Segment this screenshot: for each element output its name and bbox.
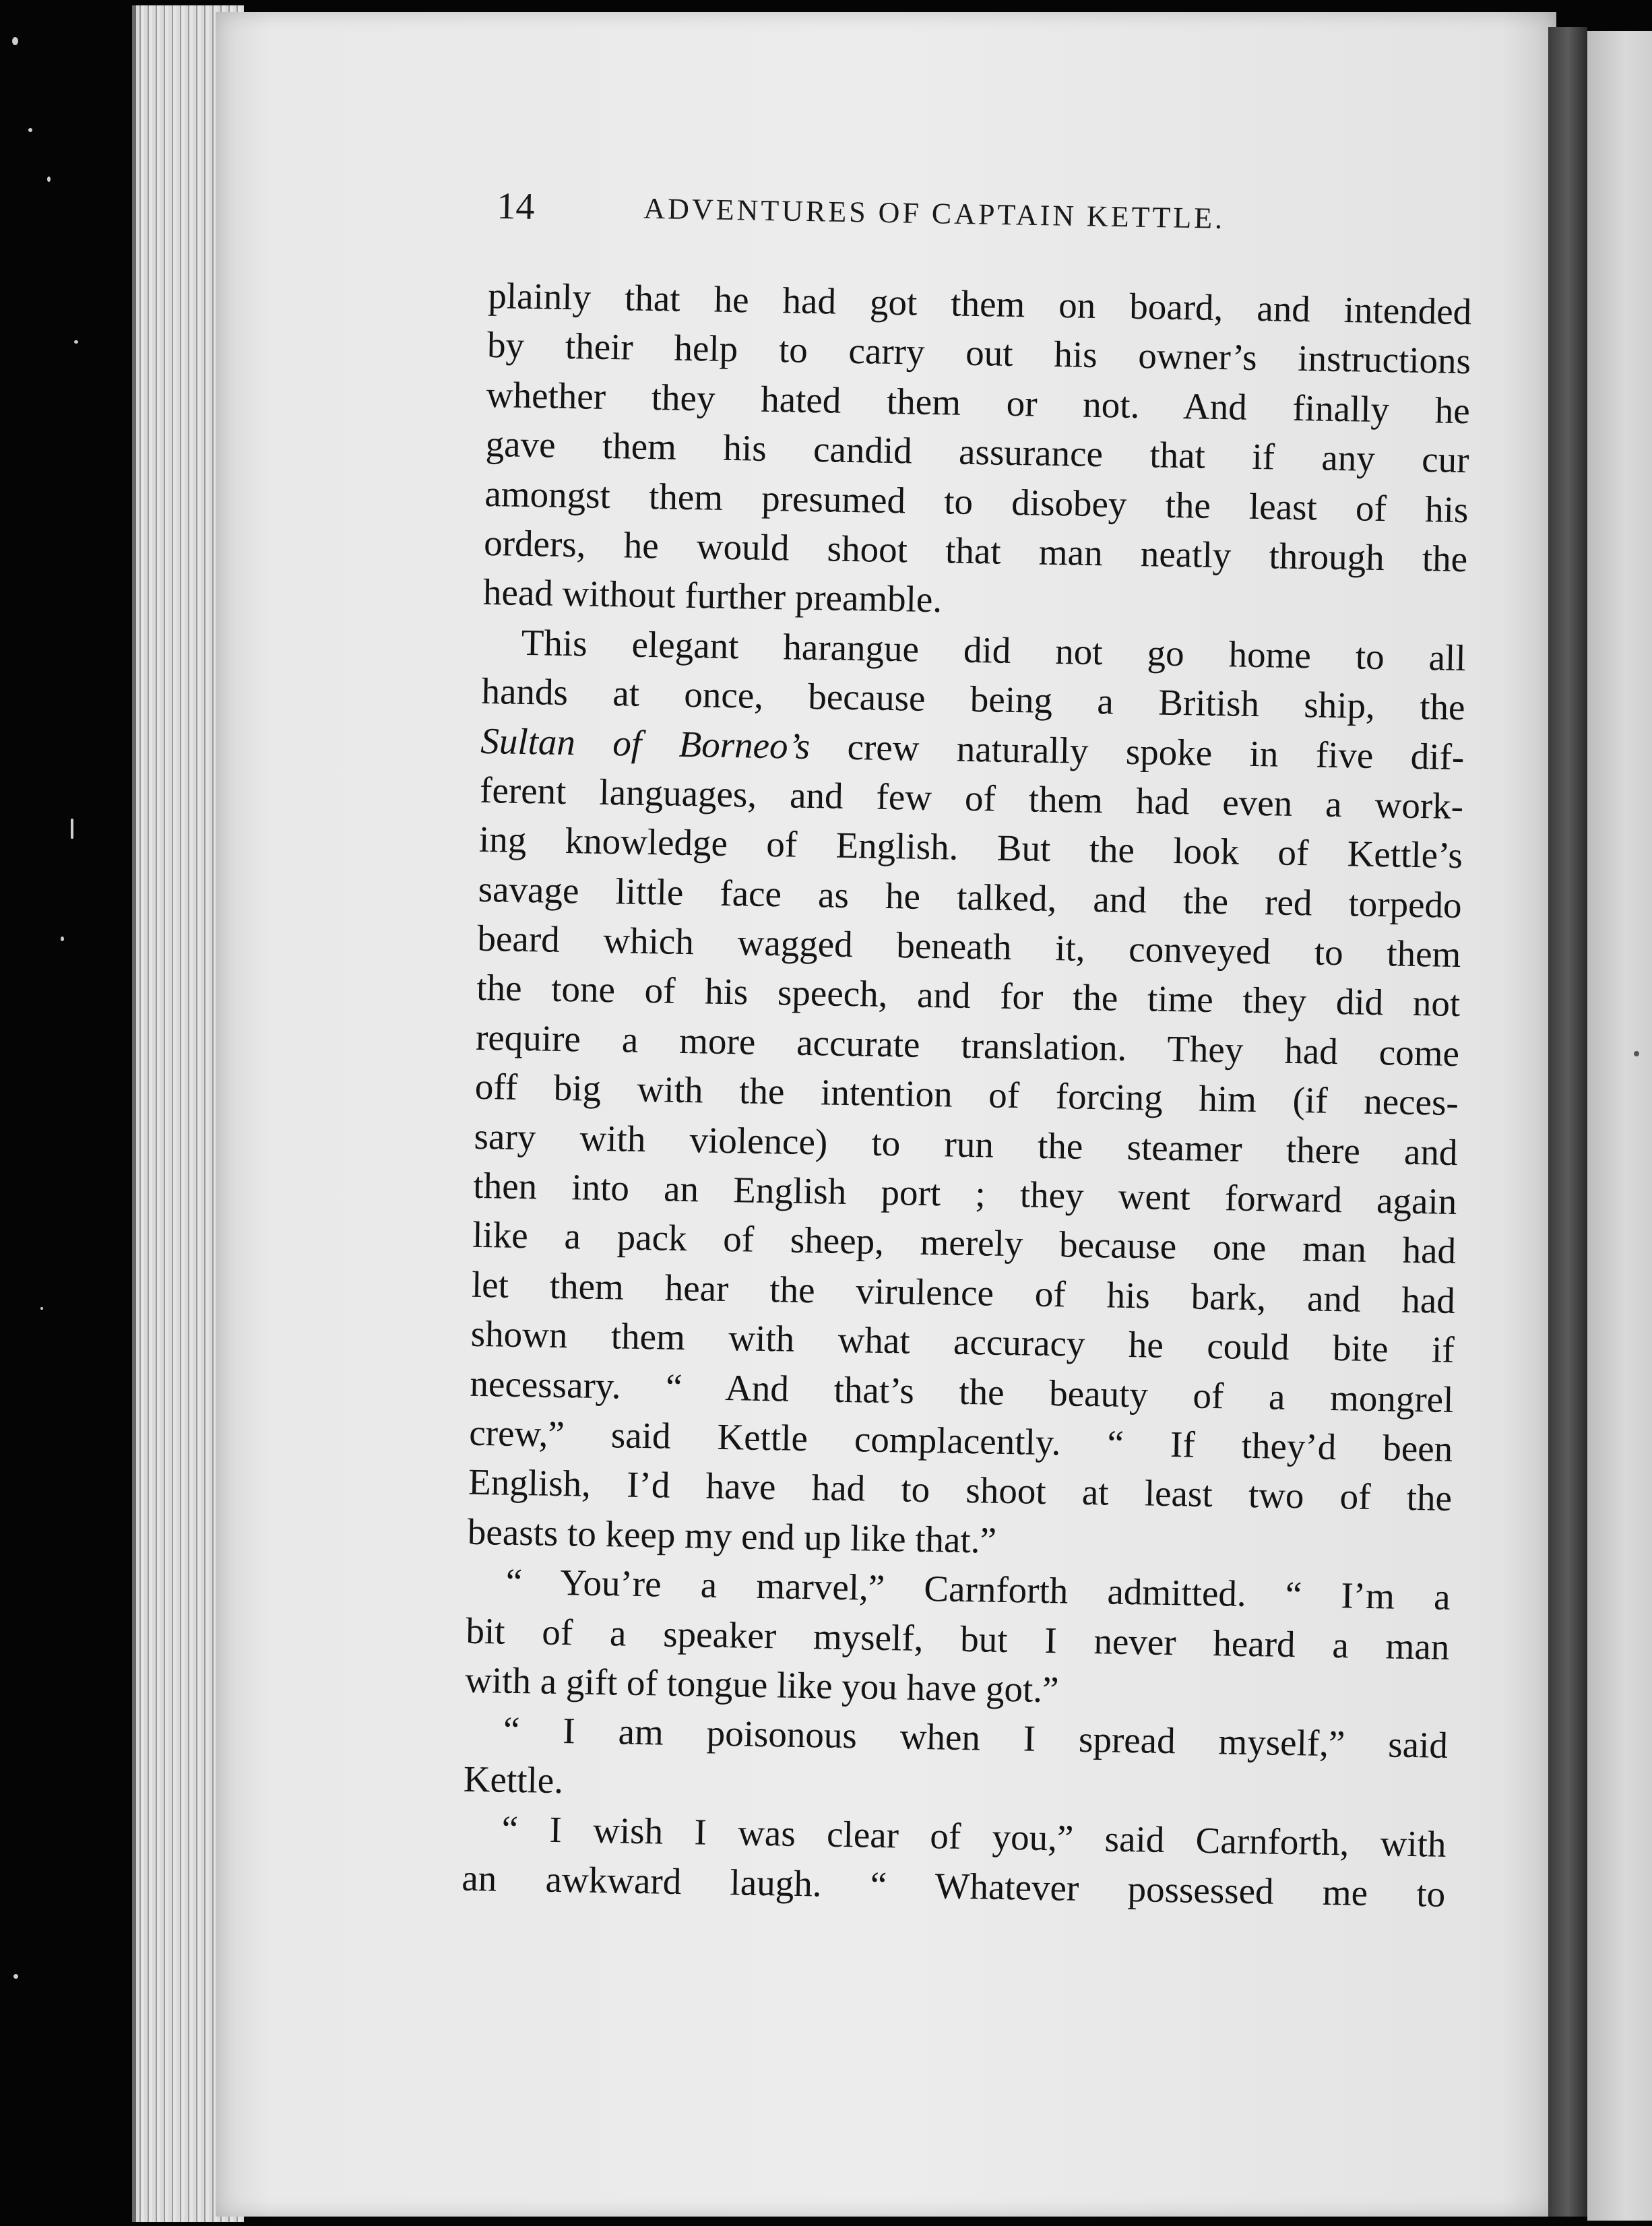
body-text [462,271,1472,1919]
text-line: savage little face as he talked, and the red torpedo [478,868,1463,926]
text-line: the tone of his speech, and for the time they did not [476,967,1461,1025]
text-line: then into an English port ; they went forward again [472,1164,1457,1223]
dust-speck [47,177,51,182]
dust-speck [61,936,64,941]
text-line: beasts to keep my end up like that.” [467,1510,997,1561]
text-line: crew,” said Kettle complacently. “ If they’d been [468,1411,1453,1469]
dust-speck [40,1307,43,1310]
text-line: “ You’re a marvel,” Carnforth admitted. “ I’m a [505,1560,1451,1618]
text-fragment: crew naturally spoke in five dif- [847,726,1465,777]
text-line: by their help to carry out his owner’s instructions [486,324,1471,382]
text-line: shown them with what accuracy he could bite if [470,1312,1455,1371]
dust-speck [13,1974,18,1979]
text-line: beard which wagged beneath it, conveyed to them [477,917,1461,976]
text-line: amongst them presumed to disobey the least of his [484,472,1469,530]
text-line: plainly that he had got them on board, and intended [487,274,1472,333]
text-line: sary with violence) to run the steamer there and [474,1115,1459,1173]
text-line: require a more accurate translation. They had come [475,1016,1460,1074]
text-line: Kettle. [463,1758,564,1801]
text-line: ing knowledge of English. But the look of Kettle’s [478,819,1463,877]
text-line: gave them his candid assurance that if any cur [485,423,1470,481]
dust-speck [12,37,18,45]
text-line: like a pack of sheep, merely because one man had [472,1214,1457,1272]
page-number: 14 [496,185,535,228]
text-line: ferent languages, and few of them had even a work- [479,769,1464,827]
text-line: let them hear the virulence of his bark, and had [471,1263,1456,1321]
book-spine-shadow [1548,27,1587,2217]
text-line: “ I wish I was clear of you,” said Carnforth, with [501,1808,1447,1865]
text-line: an awkward laugh. “ Whatever possessed me to [461,1857,1446,1915]
dust-speck [28,128,32,132]
running-title: ADVENTURES OF CAPTAIN KETTLE. [643,191,1226,235]
text-line: bit of a speaker myself, but I never heard a man [466,1610,1450,1667]
ship-name: Sultan of Borneo’s [480,720,811,767]
dust-speck [74,340,78,344]
text-line: whether they hated them or not. And finally he [486,373,1471,431]
facing-page-edge [1587,31,1652,2221]
dust-speck [71,819,73,839]
text-line: with a gift of tongue like you have got.” [464,1659,1060,1711]
text-line: head without further preamble. [482,571,943,621]
text-line: This elegant harangue did not go home to all [521,621,1467,678]
text-line: off big with the intention of forcing him (if neces- [474,1066,1459,1124]
text-line: hands at once, because being a British ship, the [481,670,1465,728]
text-line: English, I’d have had to shoot at least two of the [468,1461,1453,1519]
text-line: necessary. “ And that’s the beauty of a mongrel [470,1362,1454,1420]
text-line: orders, he would shoot that man neatly through the [483,521,1468,580]
dust-speck [1634,1051,1639,1056]
text-line: “ I am poisonous when I spread myself,” said [503,1709,1449,1767]
